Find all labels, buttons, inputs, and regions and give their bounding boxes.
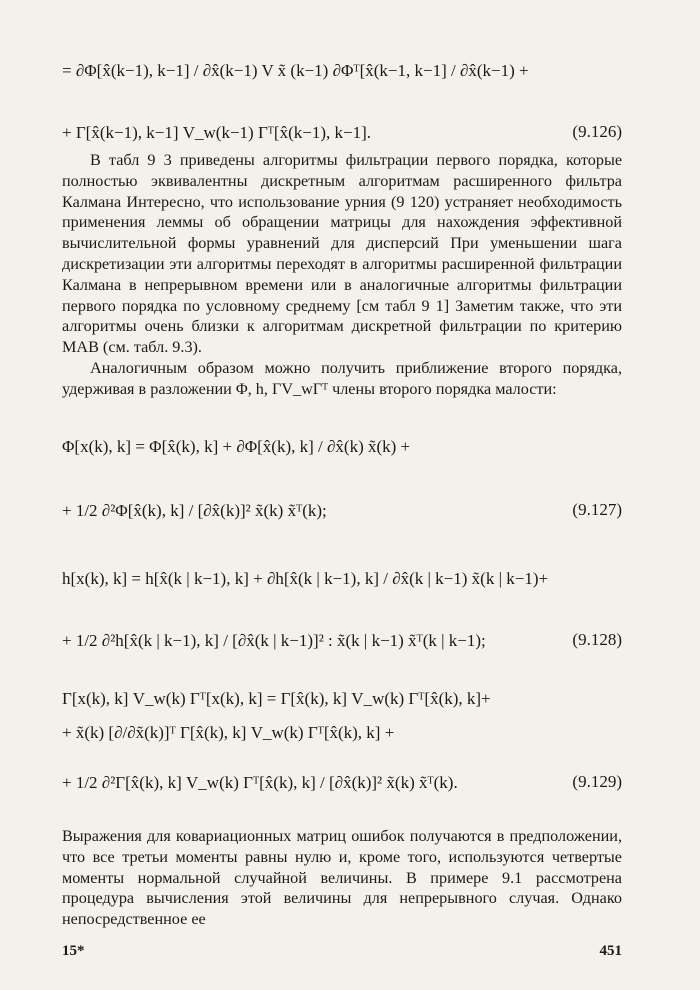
equation-9-127-line1: Φ[x(k), k] = Φ[x̂(k), k] + ∂Φ[x̂(k), k] / ∂x̂(k) x̃(k) +: [62, 437, 411, 456]
equation-9-129-line2: + x̃(k) [∂/∂x̃(k)]ᵀ Γ[x̂(k), k] V_w(k) Γᵀ[x̂(k), k] +: [62, 723, 395, 742]
equation-9-128-line2: + 1/2 ∂²h[x̂(k | k−1), k] / [∂x̂(k | k−1)]² : x̃(k | k−1) x̃ᵀ(k | k−1);: [62, 631, 486, 650]
equation-9-129-line1: Γ[x(k), k] V_w(k) Γᵀ[x(k), k] = Γ[x̂(k), k] V_w(k) Γᵀ[x̂(k), k]+: [62, 689, 491, 708]
printer-signature: 15*: [62, 943, 85, 959]
equation-number-9-128: (9.128): [572, 630, 622, 649]
equation-9-126-line: + Γ[x̂(k−1), k−1] V_w(k−1) Γᵀ[x̂(k−1), k−1].: [62, 123, 372, 142]
equation-top-line1: = ∂Φ[x̂(k−1), k−1] / ∂x̂(k−1) V x̃ (k−1) ∂Φᵀ[x̂(k−1, k−1] / ∂x̂(k−1) +: [62, 61, 529, 80]
paragraph-3-text: Выражения для ковариационных матриц ошибок получаются в предположении, что все третьи моменты равны нулю и, кроме того, используются четвертые моменты нормальной случайной величины. В примере 9.1 рассмотрена процедура вычисления этой величины для непрерывного случая. Однако непосредственное ее: [62, 827, 622, 929]
equation-number-9-126: (9.126): [572, 122, 622, 141]
page-number: 451: [599, 943, 622, 959]
equation-9-127-line2: + 1/2 ∂²Φ[x̂(k), k] / [∂x̂(k)]² x̃(k) x̃ᵀ(k);: [62, 501, 327, 520]
paragraph-1: [62, 150, 622, 358]
equation-9-128-line1: h[x(k), k] = h[x̂(k | k−1), k] + ∂h[x̂(k | k−1), k] / ∂x̂(k | k−1) x̃(k | k−1)+: [62, 569, 549, 588]
paragraph-3: [62, 826, 622, 930]
paragraph-2: [62, 358, 622, 400]
equation-number-9-127: (9.127): [572, 500, 622, 519]
equation-number-9-129: (9.129): [572, 772, 622, 791]
paragraph-1-text: В табл 9 3 приведены алгоритмы фильтрации первого порядка, которые полностью эквивалентны дискретным алгоритмам расширенного фильтра Калмана Интересно, что использование урния (9 120) устраняет необходимость применения леммы об обращении матрицы для нахождения эффективной вычислительной формы уравнений для дисперсий При уменьшении шага дискретизации эти алгоритмы переходят в алгоритмы расширенной фильтрации Калмана в непрерывном времени или в аналогичные алгоритмы фильтрации первого порядка по условному среднему [см табл 9 1] Заметим также, что эти алгоритмы очень близки к алгоритмам дискретной фильтрации по критерию МАВ (см. табл. 9.3).: [62, 151, 622, 357]
paragraph-2-text: Аналогичным образом можно получить приближение второго порядка, удерживая в разложении Φ, h, ΓV_wΓᵀ члены второго порядка малости:: [62, 359, 622, 398]
equation-9-129-line3: + 1/2 ∂²Γ[x̂(k), k] V_w(k) Γᵀ[x̂(k), k] / [∂x̂(k)]² x̃(k) x̃ᵀ(k).: [62, 773, 458, 792]
